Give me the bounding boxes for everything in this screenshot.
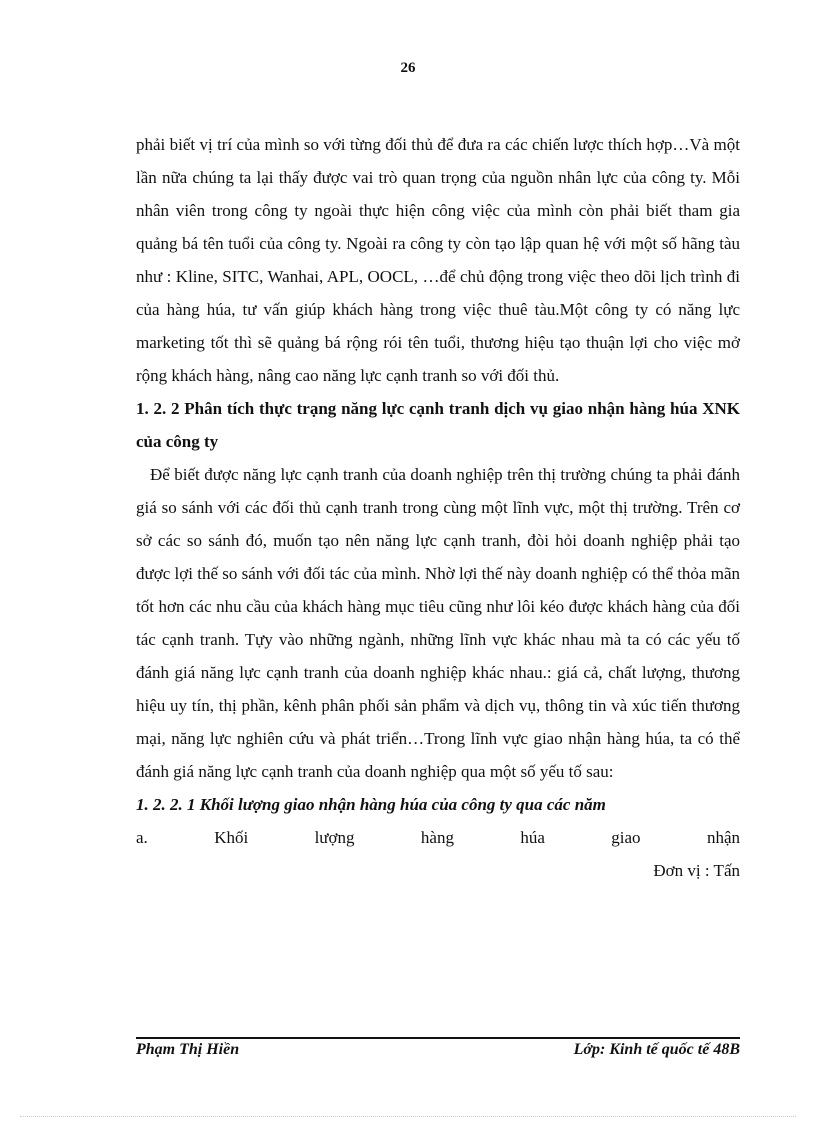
- item-a-word: a.: [136, 828, 148, 847]
- section-heading: 1. 2. 2 Phân tích thực trạng năng lực cạnh tranh dịch vụ giao nhận hàng húa XNK của công ty: [136, 399, 740, 451]
- footer-divider: [136, 1037, 740, 1039]
- paragraph-2: Để biết được năng lực cạnh tranh của doanh nghiệp trên thị trường chúng ta phải đánh giá so sánh với các đối thủ cạnh tranh trong cùng một lĩnh vực, một thị trường. Trên cơ sở các so sánh đó, muốn tạo nên năng lực cạnh tranh, đòi hỏi doanh nghiệp phải tạo được lợi thế so sánh với đối tác của mình. Nhờ lợi thế này doanh nghiệp có thể thỏa mãn tốt hơn các nhu cầu của khách hàng mục tiêu cũng như lôi kéo được khách hàng của đối tác cạnh tranh. Tựy vào những ngành, những lĩnh vực khác nhau mà ta có các yếu tố đánh giá năng lực cạnh tranh của doanh nghiệp khác nhau.: giá cả, chất lượng, thương hiệu uy tín, thị phần, kênh phân phối sản phẩm và dịch vụ, thông tin và xúc tiến thương mại, năng lực nghiên cứu và phát triển…Trong lĩnh vực giao nhận hàng húa, ta có thể đánh giá năng lực cạnh tranh của doanh nghiệp qua một số yếu tố sau:: [136, 465, 740, 781]
- document-body: [136, 128, 740, 887]
- unit-label: Đơn vị : Tấn: [653, 861, 740, 880]
- footer-author: Phạm Thị Hiền: [136, 1041, 240, 1058]
- item-a-word: Khối: [214, 828, 249, 847]
- item-a-word: nhận: [706, 828, 740, 847]
- paragraph-1: phải biết vị trí của mình so với từng đối thủ để đưa ra các chiến lược thích hợp…Và một lần nữa chúng ta lại thấy được vai trò quan trọng của nguồn nhân lực của công ty. Mỗi nhân viên trong công ty ngoài thực hiện công việc của mình còn phải biết tham gia quảng bá tên tuổi của công ty. Ngoài ra công ty còn tạo lập quan hệ với một số hãng tàu như : Kline, SITC, Wanhai, APL, OOCL, …để chủ động trong việc theo dõi lịch trình đi của hàng húa, tư vấn giúp khách hàng trong việc thuê tàu.Một công ty có năng lực marketing tốt thì sẽ quảng bá rộng rói tên tuổi, thương hiệu tạo thuận lợi cho việc mở rộng khách hàng, nâng cao năng lực cạnh tranh so với đối thủ.: [136, 135, 740, 385]
- item-a-word: húa: [520, 828, 545, 847]
- subsection-heading: 1. 2. 2. 1 Khối lượng giao nhận hàng húa của công ty qua các năm: [136, 795, 606, 814]
- page-footer: [136, 1041, 740, 1059]
- item-a-word: lượng: [314, 828, 355, 847]
- page-bottom-border: [20, 1116, 796, 1117]
- page-number: 26: [400, 60, 416, 76]
- footer-class: Lớp: Kinh tế quốc tế 48B: [573, 1041, 740, 1058]
- item-a-word: giao: [611, 828, 641, 847]
- item-a-word: hàng: [420, 828, 454, 847]
- item-a-line: [136, 821, 740, 854]
